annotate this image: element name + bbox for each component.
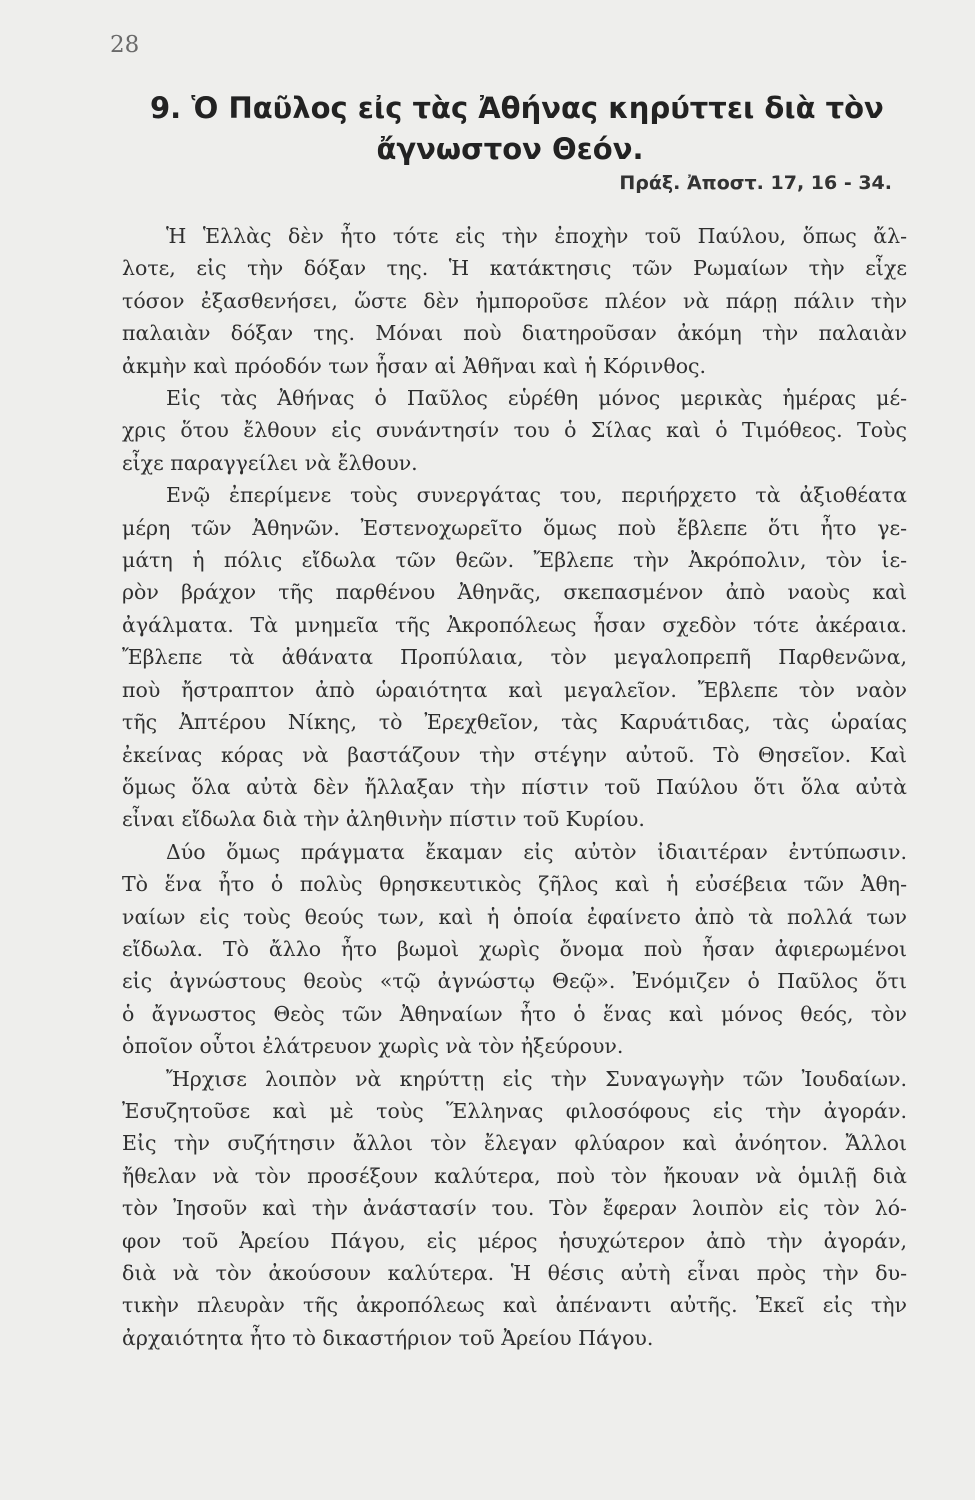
- text-line: μάτη ἡ πόλις εἴδωλα τῶν θεῶν. Ἔβλεπε τὴν Ἀκρόπολιν, τὸν ἱε-: [122, 548, 907, 573]
- text-line: τικὴν πλευρὰν τῆς ἀκροπόλεως καὶ ἀπέναντι αὐτῆς. Ἐκεῖ εἰς τὴν: [122, 1293, 907, 1318]
- paragraph: [122, 1063, 907, 1355]
- paragraph: [122, 836, 907, 1063]
- text-line: ὅμως ὅλα αὐτὰ δὲν ἤλλαξαν τὴν πίστιν τοῦ Παύλου ὅτι ὅλα αὐτὰ: [122, 774, 907, 799]
- chapter-title-line-2: ἄγνωστον Θεόν.: [376, 132, 644, 166]
- text-line: μέρη τῶν Ἀθηνῶν. Ἐστενοχωρεῖτο ὅμως ποὺ ἔβλεπε ὅτι ἦτο γε-: [122, 515, 907, 540]
- paragraph: [122, 382, 907, 479]
- chapter-title: [150, 88, 884, 170]
- text-line: ποὺ ἤστραπτον ἀπὸ ὡραιότητα καὶ μεγαλεῖον. Ἔβλεπε τὸν ναὸν: [122, 677, 907, 702]
- text-line: Ενῷ ἐπερίμενε τοὺς συνεργάτας του, περιήρχετο τὰ ἀξιοθέατα: [166, 483, 907, 508]
- text-line: Ἐσυζητοῦσε καὶ μὲ τοὺς Ἕλληνας φιλοσόφους εἰς τὴν ἀγοράν.: [122, 1098, 907, 1123]
- paragraph: [122, 220, 907, 382]
- text-line: Ἤρχισε λοιπὸν νὰ κηρύττῃ εἰς τὴν Συναγωγὴν τῶν Ἰουδαίων.: [166, 1066, 907, 1091]
- text-line: παλαιὰν δόξαν της. Μόναι ποὺ διατηροῦσαν ἀκόμη τὴν παλαιὰν: [122, 321, 907, 346]
- text-line: ἀκμὴν καὶ πρόοδόν των ἦσαν αἱ Ἀθῆναι καὶ ἡ Κόρινθος.: [122, 353, 707, 378]
- text-line: ὁ ἄγνωστος Θεὸς τῶν Ἀθηναίων ἦτο ὁ ἕνας καὶ μόνος θεός, τὸν: [122, 1001, 907, 1026]
- text-line: εἶναι εἴδωλα διὰ τὴν ἀληθινὴν πίστιν τοῦ Κυρίου.: [122, 807, 645, 832]
- paragraph: [122, 479, 907, 835]
- text-line: Εἰς τὴν συζήτησιν ἄλλοι τὸν ἔλεγαν φλύαρον καὶ ἀνόητον. Ἄλλοι: [122, 1131, 907, 1156]
- text-line: φον τοῦ Ἀρείου Πάγου, εἰς μέρος ἡσυχώτερον ἀπὸ τὴν ἀγοράν,: [122, 1228, 907, 1253]
- text-line: Δύο ὅμως πράγματα ἔκαμαν εἰς αὐτὸν ἰδιαιτέραν ἐντύπωσιν.: [166, 839, 907, 864]
- text-line: Τὸ ἕνα ἦτο ὁ πολὺς θρησκευτικὸς ζῆλος καὶ ἡ εὐσέβεια τῶν Ἀθη-: [122, 872, 907, 897]
- text-line: τὸν Ἰησοῦν καὶ τὴν ἀνάστασίν του. Τὸν ἔφεραν λοιπὸν εἰς τὸν λό-: [122, 1196, 907, 1221]
- text-line: ἀρχαιότητα ἦτο τὸ δικαστήριον τοῦ Ἀρείου Πάγου.: [122, 1325, 654, 1350]
- page-number: 28: [110, 32, 140, 58]
- text-line: ἀγάλματα. Τὰ μνημεῖα τῆς Ἀκροπόλεως ἦσαν σχεδὸν τότε ἀκέραια.: [122, 612, 907, 637]
- text-line: ἤθελαν νὰ τὸν προσέξουν καλύτερα, ποὺ τὸν ἤκουαν νὰ ὁμιλῇ διὰ: [122, 1163, 907, 1188]
- body-text: [122, 220, 907, 1354]
- text-line: εἴδωλα. Τὸ ἄλλο ἦτο βωμοὶ χωρὶς ὄνομα ποὺ ἦσαν ἀφιερωμένοι: [122, 936, 907, 961]
- text-line: ναίων εἰς τοὺς θεούς των, καὶ ἡ ὁποία ἐφαίνετο ἀπὸ τὰ πολλά των: [122, 904, 907, 929]
- text-line: τῆς Ἀπτέρου Νίκης, τὸ Ἐρεχθεῖον, τὰς Καρυάτιδας, τὰς ὡραίας: [122, 710, 907, 735]
- text-line: διὰ νὰ τὸν ἀκούσουν καλύτερα. Ἡ θέσις αὐτὴ εἶναι πρὸς τὴν δυ-: [122, 1261, 907, 1285]
- text-line: εἶχε παραγγείλει νὰ ἔλθουν.: [122, 450, 418, 475]
- text-line: ὁποῖον οὗτοι ἐλάτρευον χωρὶς νὰ τὸν ἠξεύρουν.: [122, 1034, 624, 1059]
- text-line: τόσον ἐξασθενήσει, ὥστε δὲν ἠμποροῦσε πλέον νὰ πάρῃ πάλιν τὴν: [122, 288, 907, 313]
- text-line: Ἡ Ἑλλὰς δὲν ἦτο τότε εἰς τὴν ἐποχὴν τοῦ Παύλου, ὅπως ἄλ-: [166, 224, 907, 248]
- text-line: Ἔβλεπε τὰ ἀθάνατα Προπύλαια, τὸν μεγαλοπρεπῆ Παρθενῶνα,: [122, 645, 907, 670]
- scripture-reference: Πράξ. Ἀποστ. 17, 16 - 34.: [619, 172, 892, 194]
- text-line: Εἰς τὰς Ἀθήνας ὁ Παῦλος εὑρέθη μόνος μερικὰς ἡμέρας μέ-: [166, 386, 907, 411]
- text-line: εἰς ἀγνώστους θεοὺς «τῷ ἀγνώστῳ Θεῷ». Ἐνόμιζεν ὁ Παῦλος ὅτι: [122, 969, 907, 994]
- chapter-title-line-1: 9. Ὁ Παῦλος εἰς τὰς Ἀθήνας κηρύττει διὰ τὸν: [150, 91, 884, 125]
- text-line: ρὸν βράχον τῆς παρθένου Ἀθηνᾶς, σκεπασμένον ἀπὸ ναοὺς καὶ: [122, 580, 907, 605]
- text-line: ἐκείνας κόρας νὰ βαστάζουν τὴν στέγην αὐτοῦ. Τὸ Θησεῖον. Καὶ: [122, 742, 907, 767]
- text-line: χρις ὅτου ἔλθουν εἰς συνάντησίν του ὁ Σίλας καὶ ὁ Τιμόθεος. Τοὺς: [122, 418, 907, 443]
- text-line: λοτε, εἰς τὴν δόξαν της. Ἡ κατάκτησις τῶν Ρωμαίων τὴν εἶχε: [122, 256, 907, 281]
